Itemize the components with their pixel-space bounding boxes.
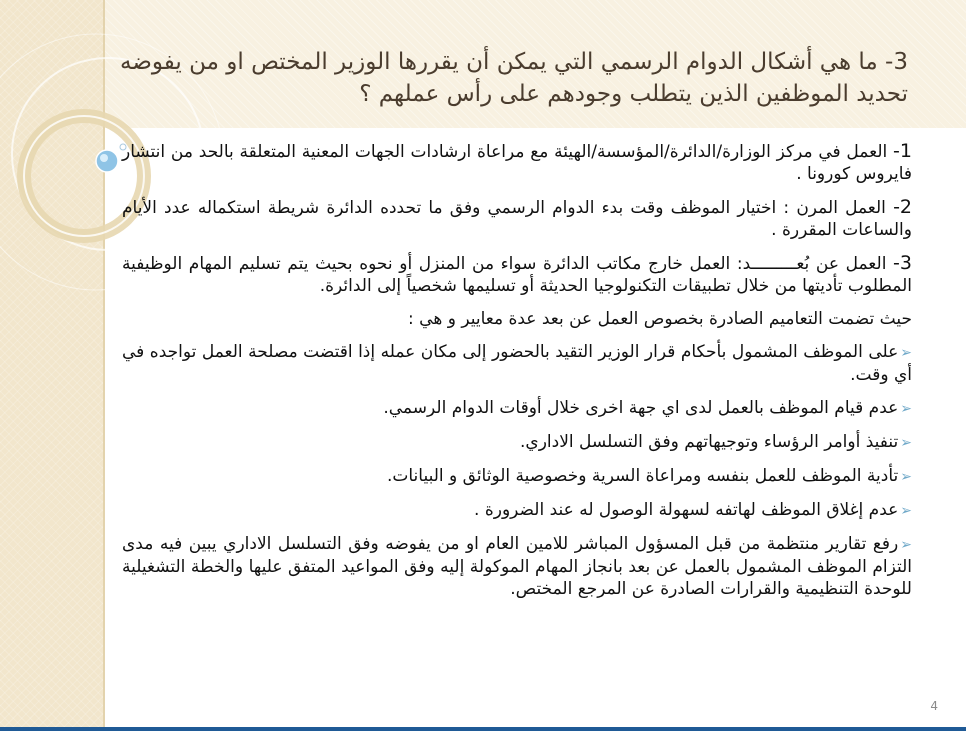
slide-body xyxy=(122,140,912,611)
numbered-item: 1- العمل في مركز الوزارة/الدائرة/المؤسسة/الهيئة مع مراعاة ارشادات الجهات المعنية المتعلقة بالحد من انتشار فايروس كورونا . xyxy=(122,140,912,184)
arrow-bullet-icon: ➢ xyxy=(900,345,912,361)
bullet-item: ➢عدم إغلاق الموظف لهاتفه لسهولة الوصول له عند الضرورة . xyxy=(474,500,912,520)
bullet-item: ➢عدم قيام الموظف بالعمل لدى اي جهة اخرى خلال أوقات الدوام الرسمي. xyxy=(383,398,912,418)
bullet-item: ➢رفع تقارير منتظمة من قبل المسؤول المباشر للامين العام او من يفوضه وفق التسلسل الاداري يبين فيه مدى التزام الموظف المشمول بالعمل عن بعد بانجاز المهام الموكولة إليه وفق المواعيد المتفق عليها والخطة التشغيلية للوحدة التنظيمية والقرارات الصادرة عن المرجع المختص. xyxy=(122,534,912,599)
numbered-item: 3- العمل عن بُعـــــــــد: العمل خارج مكاتب الدائرة سواء من المنزل أو نحوه بحيث يتم تسليم المهام الوظيفية المطلوب تأديتها من خلال تطبيقات التكنولوجيا الحديثة أو تسليمها شخصياً إلى الدائرة. xyxy=(122,252,912,296)
arrow-bullet-icon: ➢ xyxy=(900,503,912,519)
arrow-bullet-icon: ➢ xyxy=(900,401,912,417)
intro-text: حيث تضمت التعاميم الصادرة بخصوص العمل عن بعد عدة معايير و هي : xyxy=(408,309,912,329)
bullet-item: ➢تنفيذ أوامر الرؤساء وتوجيهاتهم وفق التسلسل الاداري. xyxy=(520,432,912,452)
arrow-bullet-icon: ➢ xyxy=(900,469,912,485)
bullet-item: ➢تأدية الموظف للعمل بنفسه ومراعاة السرية وخصوصية الوثائق و البيانات. xyxy=(386,466,912,486)
bottom-accent-bar xyxy=(0,727,966,731)
page-number: 4 xyxy=(930,699,938,713)
numbered-item: 2- العمل المرن : اختيار الموظف وقت بدء الدوام الرسمي وفق ما تحدده الدائرة شريطة استكماله عدد الأيام والساعات المقررة . xyxy=(122,196,913,240)
arrow-bullet-icon: ➢ xyxy=(900,435,912,451)
slide-title: 3- ما هي أشكال الدوام الرسمي التي يمكن أن يقررها الوزير المختص او من يفوضه تحديد الموظفين الذين يتطلب وجودهم على رأس عملهم ؟ xyxy=(120,49,908,107)
arrow-bullet-icon: ➢ xyxy=(900,537,912,553)
bullet-item: ➢على الموظف المشمول بأحكام قرار الوزير التقيد بالحضور إلى مكان عمله إذا اقتضت مصلحة العمل تواجده في أي وقت. xyxy=(122,342,912,385)
